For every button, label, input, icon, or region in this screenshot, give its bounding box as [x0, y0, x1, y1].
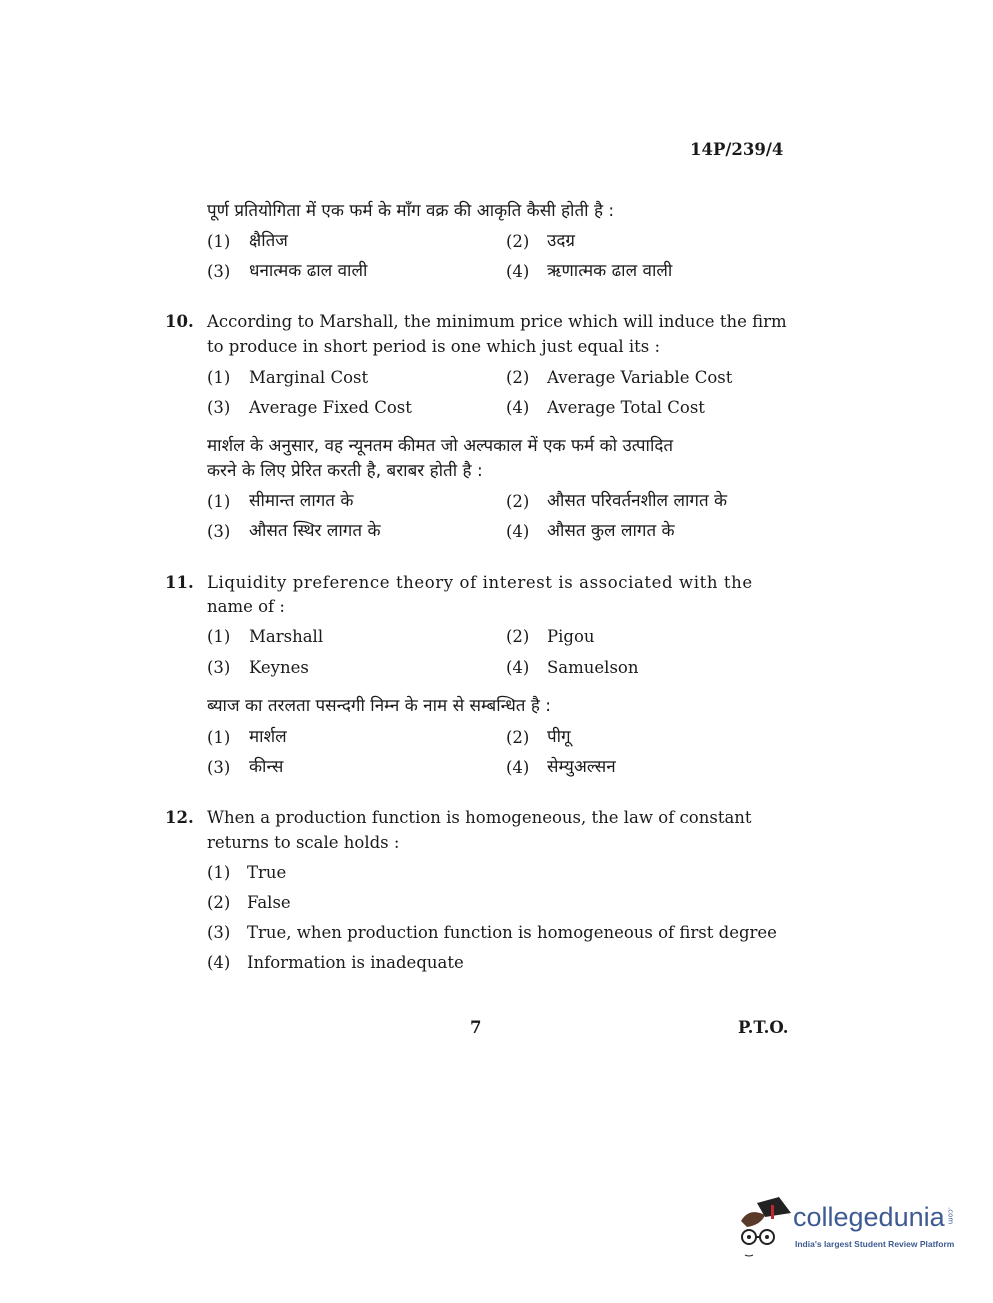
q9-opt3-num: (3)	[207, 262, 231, 281]
q10-hopt4-num: (4)	[506, 522, 530, 541]
q11-opt2-num: (2)	[506, 627, 530, 646]
q10-opt4: Average Total Cost	[547, 398, 705, 417]
q11-hopt4-num: (4)	[506, 758, 530, 777]
q12-opt3-num: (3)	[207, 923, 231, 942]
q10-opt3-num: (3)	[207, 398, 231, 417]
q10-hopt3: औसत स्थिर लागत के	[249, 521, 381, 541]
q11-opt4-num: (4)	[506, 658, 530, 677]
q9-opt3: धनात्मक ढाल वाली	[249, 261, 368, 281]
q9-opt2-num: (2)	[506, 232, 530, 251]
q12-line2: returns to scale holds :	[207, 833, 400, 852]
q10-opt2: Average Variable Cost	[547, 368, 733, 387]
q11-hopt1-num: (1)	[207, 728, 231, 747]
q11-line2: name of :	[207, 597, 285, 616]
logo-suffix: .com	[946, 1207, 955, 1225]
q9-opt1-num: (1)	[207, 232, 231, 251]
q12-opt1: True	[247, 863, 287, 882]
pto-label: P.T.O.	[738, 1018, 789, 1037]
q11-hopt3: कीन्स	[249, 757, 284, 777]
q10-opt1: Marginal Cost	[249, 368, 369, 387]
q11-opt4: Samuelson	[547, 658, 639, 677]
q9-opt2: उदग्र	[547, 231, 575, 251]
q11-hindi-line1: ब्याज का तरलता पसन्दगी निम्न के नाम से सम्बन्धित है :	[207, 696, 552, 716]
q10-hopt1: सीमान्त लागत के	[249, 491, 354, 511]
q11-opt1-num: (1)	[207, 627, 231, 646]
logo-tagline: India's largest Student Review Platform	[795, 1239, 955, 1249]
q11-hopt2: पीगू	[547, 727, 571, 747]
q11-number: 11.	[165, 573, 194, 592]
q9-opt4-num: (4)	[506, 262, 530, 281]
q10-line2: to produce in short period is one which just equal its :	[207, 337, 661, 356]
q12-opt3: True, when production function is homogeneous of first degree	[247, 923, 777, 942]
q10-number: 10.	[165, 312, 194, 331]
q9-opt4: ऋणात्मक ढाल वाली	[547, 261, 673, 281]
q10-hindi-line2: करने के लिए प्रेरित करती है, बराबर होती है :	[207, 461, 483, 481]
q12-number: 12.	[165, 808, 194, 827]
q10-hopt2-num: (2)	[506, 492, 530, 511]
mascot-icon	[735, 1195, 791, 1265]
page-number: 7	[470, 1018, 482, 1037]
q11-hopt1: मार्शल	[249, 727, 287, 747]
q10-hopt1-num: (1)	[207, 492, 231, 511]
q12-opt2: False	[247, 893, 291, 912]
q11-opt3: Keynes	[249, 658, 309, 677]
q10-hopt3-num: (3)	[207, 522, 231, 541]
q11-hopt4: सेम्युअल्सन	[547, 757, 616, 777]
q11-hopt2-num: (2)	[506, 728, 530, 747]
q12-line1: When a production function is homogeneous, the law of constant	[207, 808, 752, 827]
q10-opt1-num: (1)	[207, 368, 231, 387]
q10-line1: According to Marshall, the minimum price which will induce the firm	[207, 312, 787, 331]
collegedunia-logo	[735, 1195, 985, 1265]
q12-opt1-num: (1)	[207, 863, 231, 882]
q10-hopt2: औसत परिवर्तनशील लागत के	[547, 491, 728, 511]
q10-hopt4: औसत कुल लागत के	[547, 521, 675, 541]
q12-opt4: Information is inadequate	[247, 953, 464, 972]
q12-opt4-num: (4)	[207, 953, 231, 972]
q9-opt1: क्षैतिज	[249, 231, 288, 251]
q11-opt1: Marshall	[249, 627, 324, 646]
q11-opt3-num: (3)	[207, 658, 231, 677]
q10-opt3: Average Fixed Cost	[249, 398, 412, 417]
q10-opt4-num: (4)	[506, 398, 530, 417]
q12-opt2-num: (2)	[207, 893, 231, 912]
q10-opt2-num: (2)	[506, 368, 530, 387]
q11-hopt3-num: (3)	[207, 758, 231, 777]
q9-hindi-question: पूर्ण प्रतियोगिता में एक फर्म के माँग वक्र की आकृति कैसी होती है :	[207, 201, 615, 221]
q11-opt2: Pigou	[547, 627, 595, 646]
paper-code: 14P/239/4	[690, 140, 784, 159]
q11-line1: Liquidity preference theory of interest is associated with the	[207, 573, 753, 592]
logo-wordmark: collegedunia	[793, 1202, 945, 1232]
q10-hindi-line1: मार्शल के अनुसार, वह न्यूनतम कीमत जो अल्पकाल में एक फर्म को उत्पादित	[207, 436, 674, 456]
